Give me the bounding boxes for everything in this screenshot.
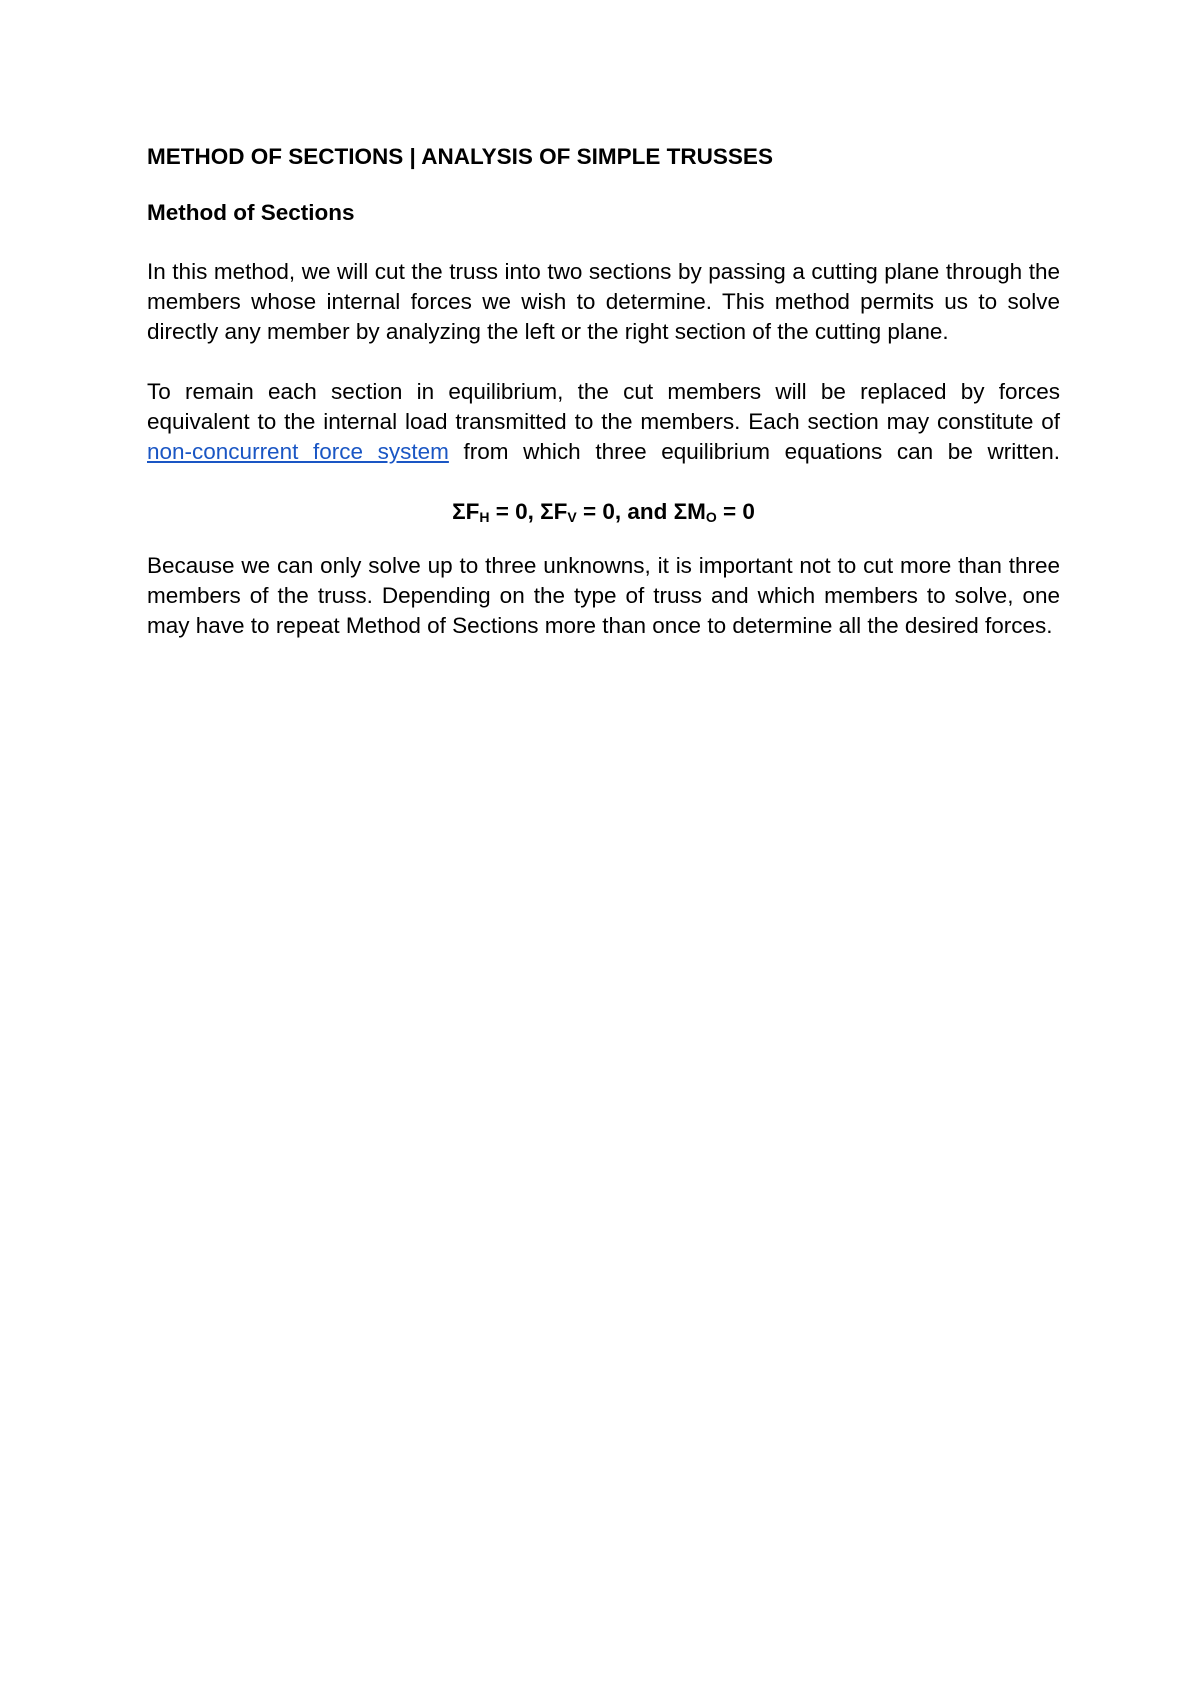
document-page bbox=[147, 142, 1060, 671]
eq-sub-h: H bbox=[479, 509, 490, 525]
document-title: METHOD OF SECTIONS | ANALYSIS OF SIMPLE TRUSSES bbox=[147, 144, 773, 169]
eq-sub-v: V bbox=[567, 509, 577, 525]
paragraph-equilibrium bbox=[147, 377, 1060, 467]
eq-sum-mo: ΣM bbox=[673, 499, 706, 524]
eq-sub-o: O bbox=[705, 509, 717, 525]
equilibrium-equations bbox=[147, 497, 1060, 527]
eq-sum-fv: ΣF bbox=[540, 499, 568, 524]
paragraph-unknowns: Because we can only solve up to three unknowns, it is important not to cut more than three members of the truss. Depending on the type of truss and which members to solve, one may have to repeat Method of Sections more than once to determine all the desired forces. bbox=[147, 553, 1060, 638]
paragraph-equilibrium-text-before: To remain each section in equilibrium, the cut members will be replaced by forces equivalent to the internal load transmitted to the members. Each section may constitute of bbox=[147, 379, 1060, 434]
eq-sum-fh: ΣF bbox=[452, 499, 480, 524]
section-heading: Method of Sections bbox=[147, 200, 355, 225]
eq-part3-rest: = 0 bbox=[716, 499, 755, 524]
paragraph-intro: In this method, we will cut the truss into two sections by passing a cutting plane through the members whose internal forces we wish to determine. This method permits us to solve directly any member by analyzing the left or the right section of the cutting plane. bbox=[147, 259, 1060, 344]
eq-part2-rest: = 0, and bbox=[576, 499, 674, 524]
non-concurrent-force-system-link[interactable]: non-concurrent force system bbox=[147, 439, 449, 464]
eq-part1-rest: = 0, bbox=[489, 499, 541, 524]
paragraph-equilibrium-text-after: from which three equilibrium equations can be written. bbox=[448, 439, 1060, 464]
